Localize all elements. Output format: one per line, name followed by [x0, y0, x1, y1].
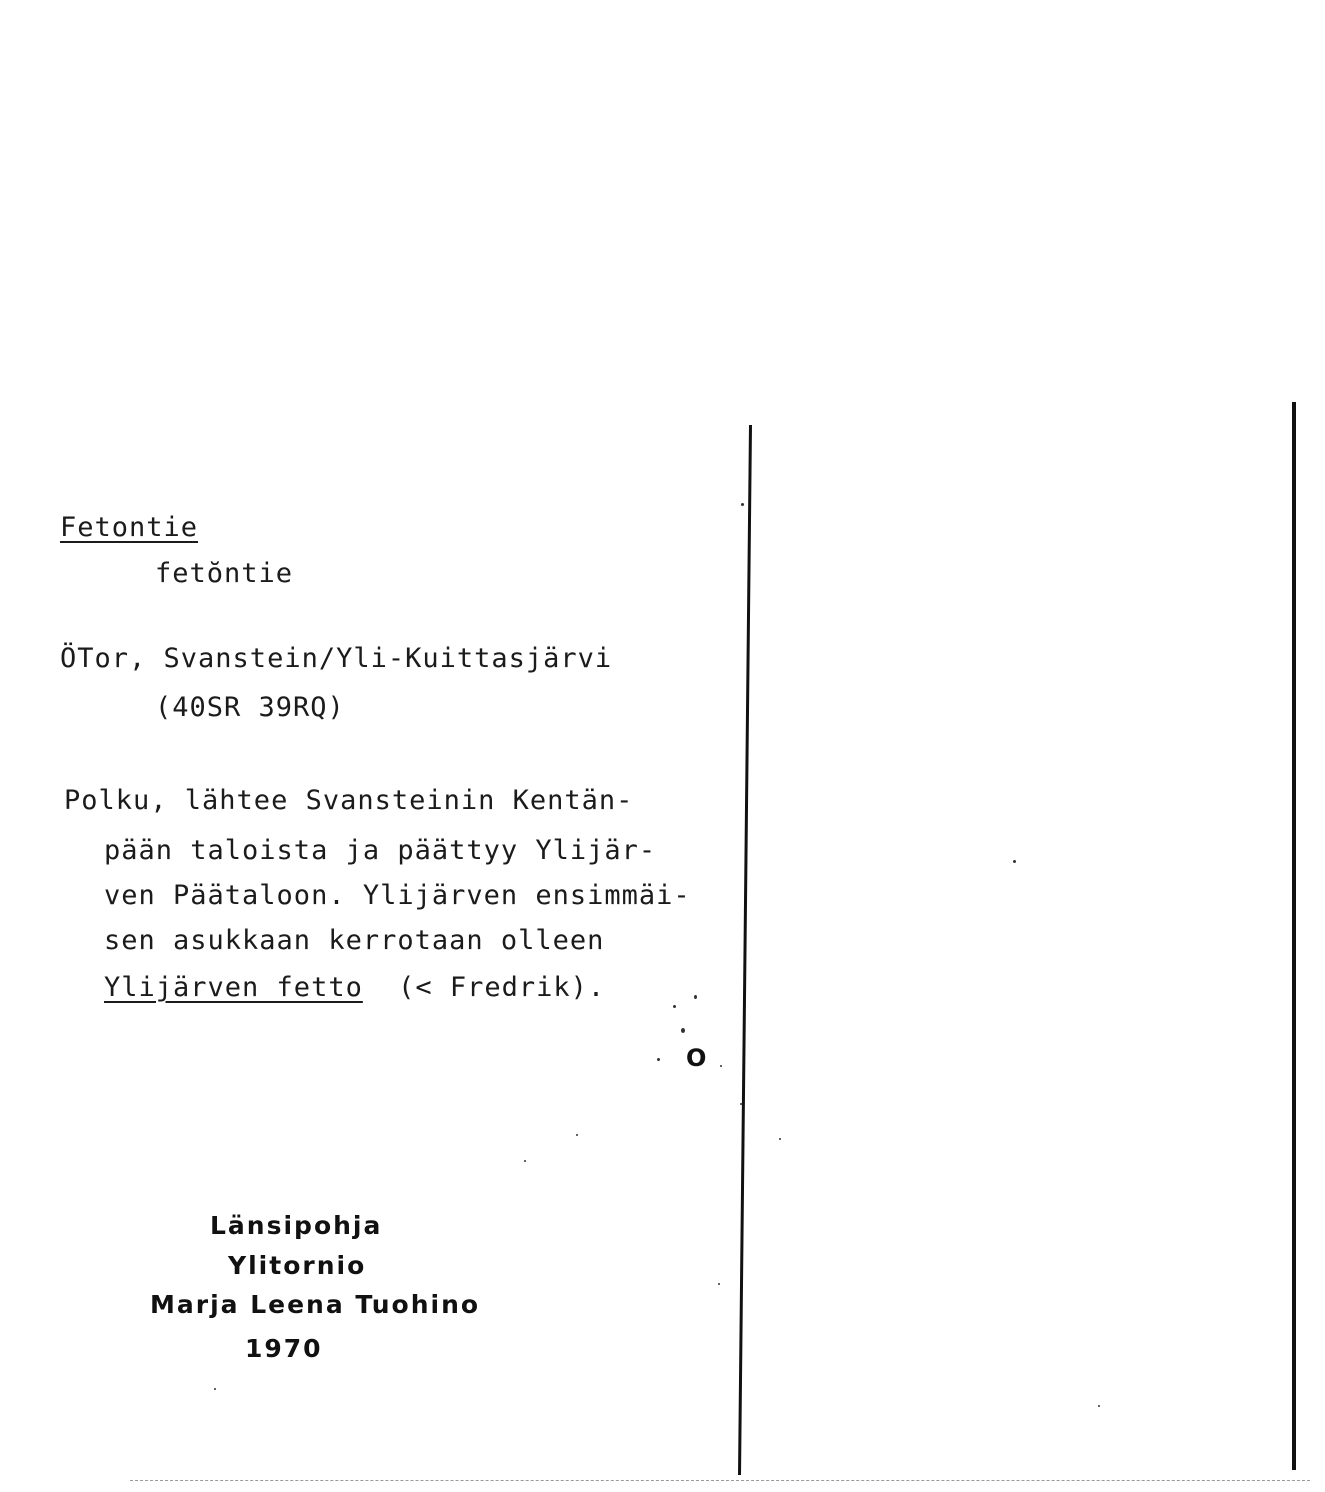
middle-rule-line [738, 425, 752, 1475]
scan-speck [673, 1005, 676, 1008]
pronunciation: fetŏntie [155, 558, 294, 589]
scan-speck [694, 995, 697, 999]
etymology-note: (< Fredrik). [398, 972, 606, 1003]
scan-speck [524, 1160, 526, 1162]
scan-speck [681, 1028, 685, 1033]
description-line: ven Päätaloon. Ylijärven ensimmäi- [104, 880, 691, 911]
location-line-2: (40SR 39RQ) [155, 692, 345, 723]
description-line: sen asukkaan kerrotaan olleen [104, 925, 605, 956]
location-line-1: ÖTor, Svanstein/Yli-Kuittasjärvi [60, 643, 613, 674]
scan-speck [779, 1138, 781, 1140]
description-line: pään taloista ja päättyy Ylijär- [104, 835, 657, 866]
stamp-year: 1970 [245, 1334, 323, 1363]
scan-speck [720, 1065, 722, 1067]
bottom-edge-line [130, 1480, 1310, 1482]
headword: Fetontie [60, 512, 199, 543]
stamp-region: Länsipohja [210, 1211, 383, 1240]
stamp-collector: Marja Leena Tuohino [150, 1290, 481, 1319]
scan-speck [214, 1388, 216, 1390]
description-line [104, 972, 605, 1003]
scan-speck [740, 1103, 742, 1105]
description-line: Polku, lähtee Svansteinin Kentän- [64, 785, 634, 816]
scan-speck [576, 1134, 578, 1136]
scan-speck [718, 1283, 720, 1285]
underlined-term: Ylijärven fetto [104, 972, 363, 1003]
scan-speck [741, 503, 744, 506]
right-rule-line [1292, 402, 1296, 1470]
scan-speck [1013, 860, 1016, 863]
handwritten-mark: O [686, 1044, 709, 1072]
scan-speck [657, 1058, 660, 1061]
scan-speck [1098, 1405, 1100, 1407]
stamp-parish: Ylitornio [228, 1251, 367, 1280]
